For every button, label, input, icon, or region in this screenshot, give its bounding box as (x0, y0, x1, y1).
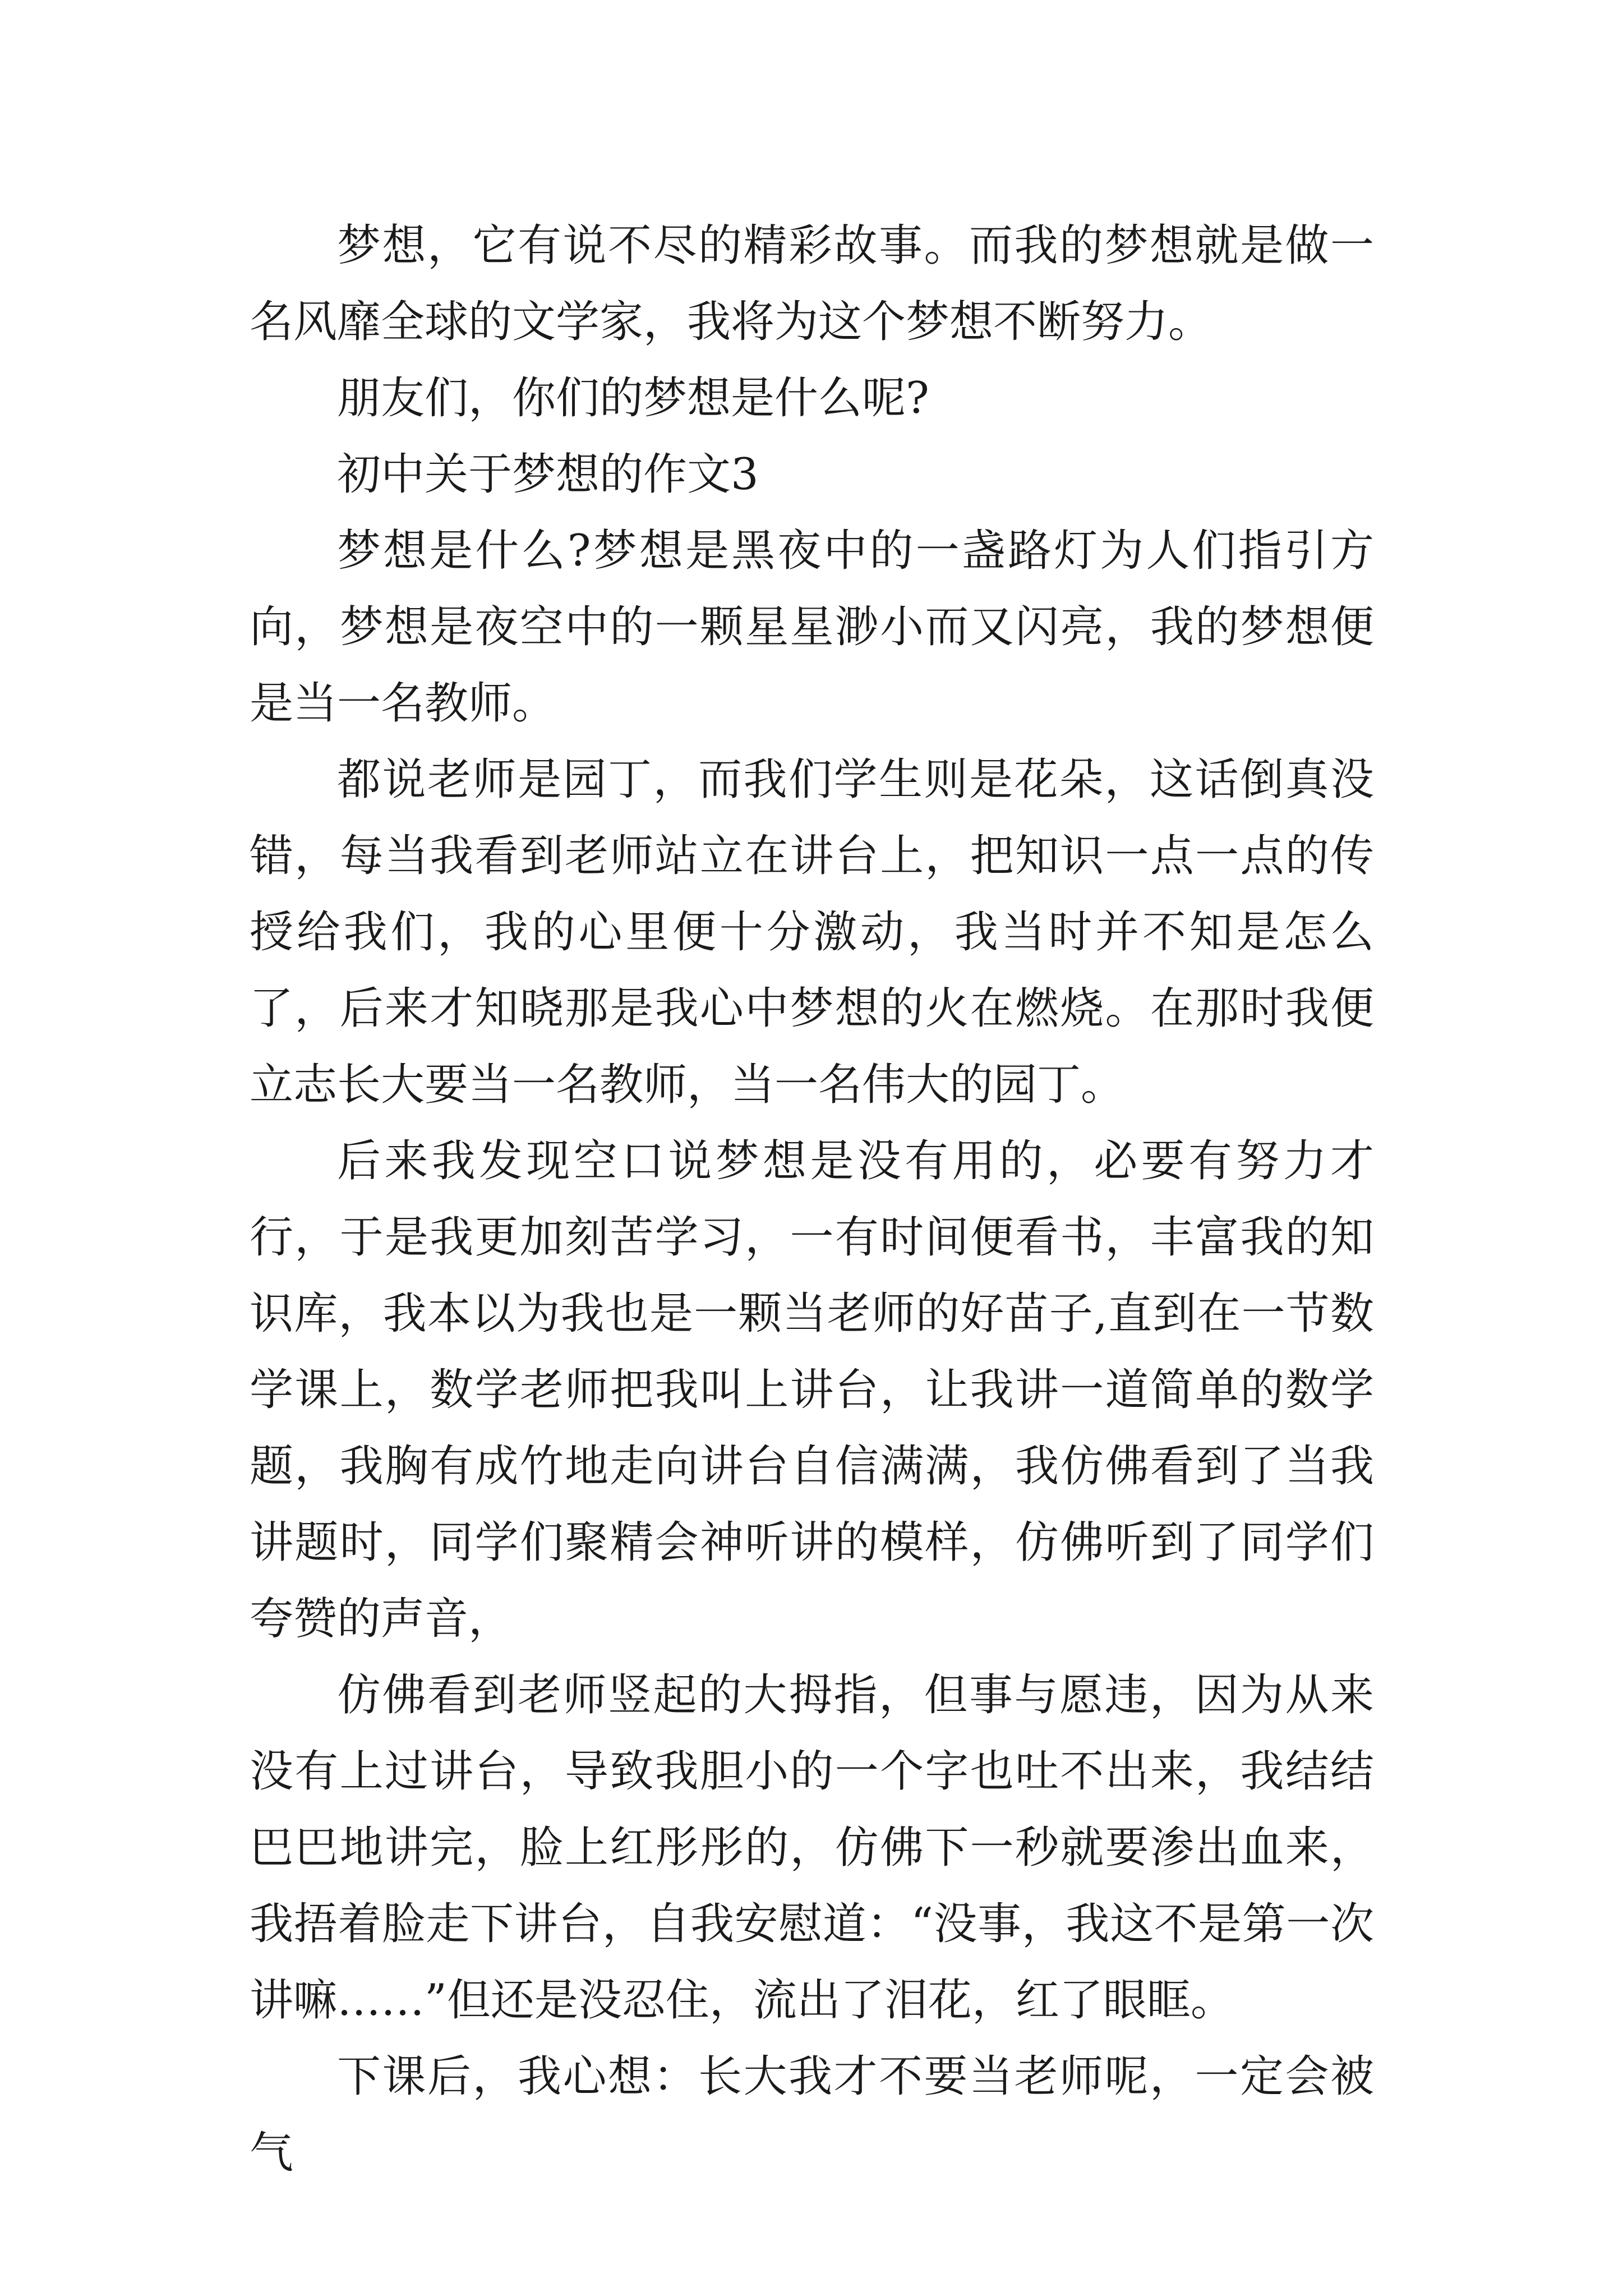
paragraph: 下课后，我心想：长大我才不要当老师呢，一定会被气 (250, 2051, 1374, 2178)
paragraph: 都说老师是园丁，而我们学生则是花朵，这话倒真没错，每当我看到老师站立在讲台上，把知识一点一点的传授给我们，我的心里便十分激动，我当时并不知是怎么了，后来才知晓那是我心中梦想的火在燃烧。在那时我便立志长大要当一名教师，当一名伟大的园丁。 (250, 754, 1374, 1110)
essay-body (250, 208, 1374, 2191)
paragraph: 朋友们，你们的梦想是什么呢? (337, 373, 929, 424)
paragraph: 梦想是什么?梦想是黑夜中的一盏路灯为人们指引方向，梦想是夜空中的一颗星星渺小而又闪亮，我的梦想便是当一名教师。 (250, 526, 1374, 729)
paragraph: 后来我发现空口说梦想是没有用的，必要有努力才行，于是我更加刻苦学习，一有时间便看书，丰富我的知识库，我本以为我也是一颗当老师的好苗子,直到在一节数学课上，数学老师把我叫上讲台，让我讲一道简单的数学题，我胸有成竹地走向讲台自信满满，我仿佛看到了当我讲题时，同学们聚精会神听讲的模样，仿佛听到了同学们夸赞的声音， (250, 1136, 1374, 1644)
paragraph: 梦想，它有说不尽的精彩故事。而我的梦想就是做一名风靡全球的文学家，我将为这个梦想不断努力。 (250, 220, 1374, 347)
paragraph: 仿佛看到老师竖起的大拇指，但事与愿违，因为从来没有上过讲台，导致我胆小的一个字也吐不出来，我结结巴巴地讲完，脸上红彤彤的，仿佛下一秒就要渗出血来，我捂着脸走下讲台，自我安慰道：“没事，我这不是第一次讲嘛……”但还是没忍住，流出了泪花，红了眼眶。 (250, 1670, 1374, 2026)
essay-heading: 初中关于梦想的作文3 (337, 449, 759, 500)
